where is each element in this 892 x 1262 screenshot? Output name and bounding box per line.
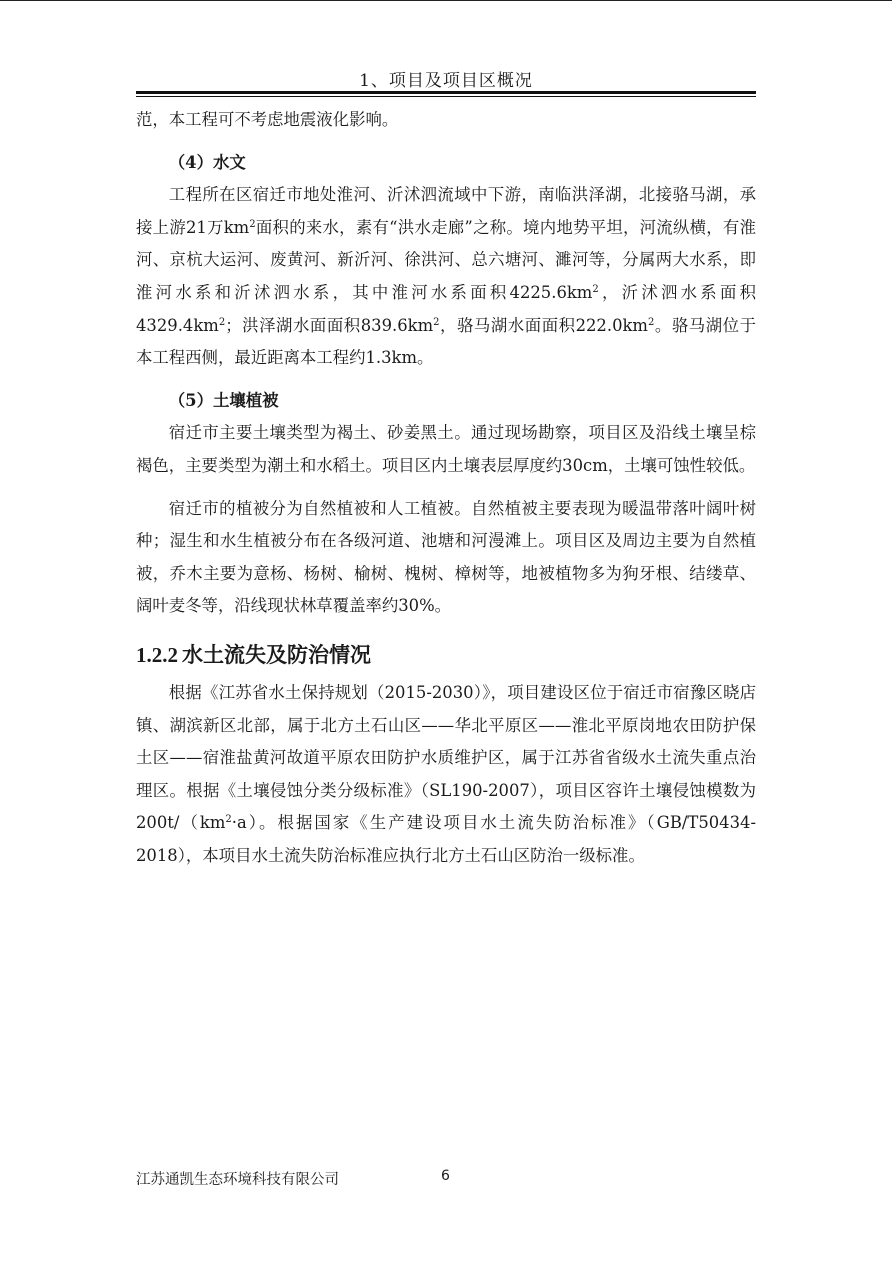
paragraph-soil-erosion xyxy=(136,677,756,873)
page-top-border xyxy=(0,0,892,1)
superscript: 2 xyxy=(218,316,226,328)
superscript: 2 xyxy=(647,316,655,328)
text-run: 面积的来水，素有“洪水走廊”之称。境内地势平坦，河流纵横，有淮河、京杭大运河、废黄河、新沂河、徐洪河、总六塘河、濉河等，分属两大水系，即淮河水系和沂沭泗水系，其中淮河水系面积4225.6km xyxy=(136,217,756,302)
section-number: 1.2.2 xyxy=(136,642,178,667)
superscript: 2 xyxy=(249,218,256,230)
heading-hydrology: （4）水文 xyxy=(168,152,246,172)
paragraph-continued: 范，本工程可不考虑地震液化影响。 xyxy=(136,110,399,129)
text-run: 。骆马湖位于本工程西侧，最近距离本工程约1.3km。 xyxy=(136,315,756,368)
page-body xyxy=(136,104,756,872)
superscript: 2 xyxy=(592,283,599,295)
section-heading xyxy=(136,639,756,671)
text-run: ，沂沭泗水系面积4329.4km xyxy=(136,282,757,335)
footer-company: 江苏通凯生态环境科技有限公司 xyxy=(136,1172,339,1188)
text-run: ，骆马湖水面面积222.0km xyxy=(439,315,648,335)
text-run: ；洪泽湖水面面积839.6km xyxy=(225,315,434,335)
text-run: 工程所在区宿迁市地处淮河、沂沭泗流域中下游，南临洪泽湖，北接骆马湖，承接上游21万km xyxy=(136,185,756,237)
header-rule-thin xyxy=(136,96,756,97)
header-rule-thick xyxy=(136,91,756,94)
paragraph-soil: 宿迁市主要土壤类型为褐土、砂姜黑土。通过现场勘察，项目区及沿线土壤呈棕褐色，主要类型为潮土和水稻土。项目区内土壤表层厚度约30cm，土壤可蚀性较低。 xyxy=(136,423,756,475)
superscript: 2 xyxy=(225,814,232,826)
text-run: 根据《江苏省水土保持规划（2015-2030）》，项目建设区位于宿迁市宿豫区晓店镇、湖滨新区北部，属于北方土石山区——华北平原区——淮北平原岗地农田防护保土区——宿淮盐黄河故道平原农田防护水质维护区，属于江苏省省级水土流失重点治理区。根据《土壤侵蚀分类分级标准》（SL190-2007），项目区容许土壤侵蚀模数为200t/（km xyxy=(136,682,756,833)
superscript: 2 xyxy=(433,316,440,328)
section-title: 水土流失及防治情况 xyxy=(182,641,371,667)
page-number: 6 xyxy=(441,1168,450,1184)
paragraph-vegetation: 宿迁市的植被分为自然植被和人工植被。自然植被主要表现为暖温带落叶阔叶树种；湿生和水生植被分布在各级河道、池塘和河漫滩上。项目区及周边主要为自然植被，乔木主要为意杨、杨树、榆树、槐树、樟树等，地被植物多为狗牙根、结缕草、阔叶麦冬等，沿线现状林草覆盖率约30%。 xyxy=(136,498,756,616)
text-run: ·a）。根据国家《生产建设项目水土流失防治标准》（GB/T50434-2018），本项目水土流失防治标准应执行北方土石山区防治一级标准。 xyxy=(136,813,757,865)
running-header: 1、项目及项目区概况 xyxy=(359,71,533,91)
heading-soil-vegetation: （5）土壤植被 xyxy=(168,390,279,410)
paragraph-hydrology xyxy=(136,179,756,375)
